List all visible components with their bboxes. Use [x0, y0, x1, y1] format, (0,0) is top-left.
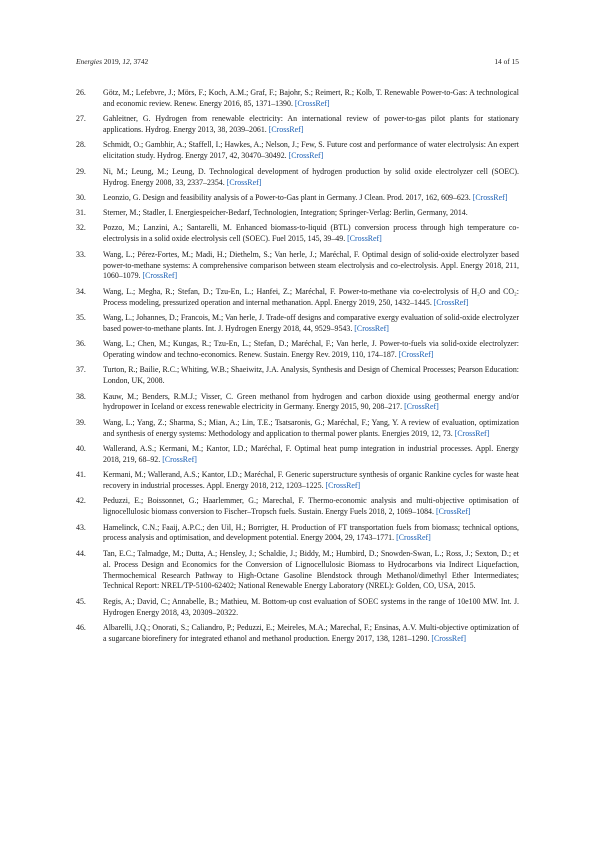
reference-text: Kermani, M.; Wallerand, A.S.; Kantor, I.D.; Maréchal, F. Generic superstructure synthesis of organic Rankine cycles for waste heat recovery in industrial processes. Appl. Energy 2018, 212, 1203–1225. [103, 470, 519, 491]
crossref-link[interactable]: [CrossRef] [347, 234, 382, 244]
reference-item [76, 549, 519, 593]
reference-text: Ni, M.; Leung, M.; Leung, D. Technological development of hydrogen production by solid oxide electrolyzer cell (SOEC). Hydrog. Energy 2008, 33, 2337–2354. [103, 166, 519, 187]
reference-item [76, 339, 519, 361]
page-header [76, 57, 519, 69]
reference-text: Turton, R.; Bailie, R.C.; Whiting, W.B.; Shaeiwitz, J.A. Analysis, Synthesis and Design of Chemical Processes; Pearson Education: London, UK, 2008. [103, 365, 519, 386]
reference-number: 45. [76, 596, 86, 606]
crossref-link[interactable]: [CrossRef] [226, 177, 262, 187]
reference-item [76, 140, 519, 162]
reference-item [76, 392, 519, 414]
journal-year: 2019 [103, 57, 119, 66]
journal-name: Energies [76, 57, 102, 66]
reference-text: Pozzo, M.; Lanzini, A.; Santarelli, M. Enhanced biomass-to-liquid (BTL) conversion process through high temperature co-electrolysis in a solid oxide electrolysis cell (SOEC). Fuel 2015, 145, 39–49. [103, 223, 519, 244]
reference-item [76, 623, 519, 645]
reference-item [76, 250, 519, 283]
reference-item [76, 470, 519, 492]
crossref-link[interactable]: [CrossRef] [404, 402, 439, 412]
reference-number: 42. [76, 496, 86, 506]
reference-item [76, 114, 519, 136]
crossref-link[interactable]: [CrossRef] [472, 192, 508, 202]
crossref-link[interactable]: [CrossRef] [454, 428, 490, 438]
reference-number: 43. [76, 522, 86, 532]
crossref-link[interactable]: [CrossRef] [433, 297, 469, 307]
crossref-link[interactable]: [CrossRef] [398, 350, 434, 360]
reference-item [76, 444, 519, 466]
reference-number: 46. [76, 622, 86, 632]
crossref-link[interactable]: [CrossRef] [294, 98, 330, 108]
crossref-link[interactable]: [CrossRef] [435, 507, 471, 517]
reference-list [76, 88, 519, 649]
reference-number: 38. [76, 391, 86, 401]
reference-number: 28. [76, 140, 86, 150]
reference-text: Götz, M.; Lefebvre, J.; Mörs, F.; Koch, A.M.; Graf, F.; Bajohr, S.; Reimert, R.; Kolb, T. Renewable Power-to-Gas: A technological and economic review. Renew. Energy 2016, 85, 1371–1390. [103, 88, 519, 108]
reference-number: 40. [76, 443, 86, 453]
crossref-link[interactable]: [CrossRef] [288, 151, 324, 161]
reference-number: 41. [76, 470, 86, 480]
reference-text: Kauw, M.; Benders, R.M.J.; Visser, C. Green methanol from hydrogen and carbon dioxide using geothermal energy and/or hydropower in Iceland or excess renewable electricity in Germany. Energy 2015, 90, 208–217. [103, 391, 519, 412]
reference-item [76, 523, 519, 545]
crossref-link[interactable]: [CrossRef] [431, 633, 466, 643]
article-number: 3742 [133, 57, 149, 66]
crossref-link[interactable]: [CrossRef] [354, 323, 389, 333]
reference-item [76, 223, 519, 245]
reference-text: Tan, E.C.; Talmadge, M.; Dutta, A.; Hensley, J.; Schaldie, J.; Biddy, M.; Humbird, D.; Snowden-Swan, L.; Ross, J.; Sexton, D.; et al. Process Design and Economics for the Conversion of Lignocellulosic Biomass to Hydrocarbons via Indirect Liquefaction, Thermochemical Research Pathway to High-Octane Gasoline Blendstock through Methanol/dimethyl Ether Intermediates; Technical Report: NREL/TP-5100-62402; National Renewable Energy Laboratory (NREL): Golden, CO, USA, 2015. [103, 548, 519, 591]
reference-number: 35. [76, 312, 86, 322]
reference-text: Wang, L.; Megha, R.; Stefan, D.; Tzu-En, L.; Hanfei, Z.; Maréchal, F. Power-to-methane via co-electrolysis of H₂O and CO₂: Process modeling, pressurized operation and internal methanation. Appl. Energy 2019, 250, 1432–1445. [103, 286, 519, 307]
reference-item [76, 287, 519, 309]
reference-text: Sterner, M.; Stadler, I. Energiespeicher-Bedarf, Technologien, Integration; Springer-Verlag: Berlin, Germany, 2014. [103, 208, 468, 218]
crossref-link[interactable]: [CrossRef] [396, 533, 431, 543]
journal-citation: Energies 2019, 12, 3742 [76, 57, 149, 66]
reference-text: Leonzio, G. Design and feasibility analysis of a Power-to-Gas plant in Germany. J Clean. Prod. 2017, 162, 609–623. [103, 192, 471, 202]
crossref-link[interactable]: [CrossRef] [325, 481, 361, 491]
reference-number: 30. [76, 192, 86, 202]
reference-number: 36. [76, 339, 86, 349]
reference-number: 31. [76, 208, 86, 218]
reference-text: Gahleitner, G. Hydrogen from renewable electricity: An international review of power-to-gas pilot plants for stationary applications. Hydrog. Energy 2013, 38, 2039–2061. [103, 114, 519, 135]
reference-number: 29. [76, 166, 86, 176]
reference-item [76, 365, 519, 387]
reference-number: 32. [76, 223, 86, 233]
reference-text: Albarelli, J.Q.; Onorati, S.; Caliandro, P.; Peduzzi, E.; Meireles, M.A.; Marechal, F.; Ensinas, A.V. Multi-objective optimization of a sugarcane biorefinery for integrated ethanol and methanol production. Energy 2017, 138, 1281–1290. [103, 622, 519, 643]
reference-item [76, 496, 519, 518]
reference-item [76, 597, 519, 619]
reference-text: Schmidt, O.; Gambhir, A.; Staffell, I.; Hawkes, A.; Nelson, J.; Few, S. Future cost and performance of water electrolysis: An expert elicitation study. Hydrog. Energy 2017, 42, 30470–30492. [103, 140, 519, 161]
reference-text: Regis, A.; David, C.; Annabelle, B.; Mathieu, M. Bottom-up cost evaluation of SOEC systems in the range of 10e100 MW. Int. J. Hydrogen Energy 2018, 43, 20309–20322. [103, 596, 519, 617]
reference-item [76, 167, 519, 189]
reference-item [76, 88, 519, 110]
reference-text: Wang, L.; Yang, Z.; Sharma, S.; Mian, A.; Lin, T.E.; Tsatsaronis, G.; Maréchal, F.; Yang, Y. A review of evaluation, optimization and synthesis of energy systems: Methodology and application to thermal power plants. Energies 2019, 12, 73. [103, 417, 519, 438]
journal-volume: 12 [122, 57, 130, 66]
crossref-link[interactable]: [CrossRef] [162, 454, 197, 464]
reference-text: Wallerand, A.S.; Kermani, M.; Kantor, I.D.; Maréchal, F. Optimal heat pump integration in industrial processes. Appl. Energy 2018, 219, 68–92. [103, 443, 519, 464]
reference-number: 26. [76, 88, 86, 97]
reference-number: 27. [76, 114, 86, 124]
reference-number: 37. [76, 365, 86, 375]
reference-number: 33. [76, 249, 86, 259]
reference-text: Peduzzi, E.; Boissonnet, G.; Haarlemmer, G.; Marechal, F. Thermo-economic analysis and multi-objective optimisation of lignocellulosic biomass conversion to Fischer–Tropsch fuels. Sustain. Energy Fuels 2018, 2, 1069–1084. [103, 496, 519, 517]
reference-number: 44. [76, 548, 86, 558]
reference-number: 34. [76, 286, 86, 296]
reference-item [76, 313, 519, 335]
reference-text: Wang, L.; Johannes, D.; Francois, M.; Van herle, J. Trade-off designs and comparative exergy evaluation of solid-oxide electrolyzer based power-to-methane plants. Int. J. Hydrogen Energy 2018, 44, 9529–9543. [103, 312, 519, 333]
reference-text: Hamelinck, C.N.; Faaij, A.P.C.; den Uil, H.; Borrigter, H. Production of FT transportation fuels from biomass; technical options, process analysis and optimisation, and development potential. Energy 2004, 29, 1743–1771. [103, 522, 519, 543]
reference-item [76, 208, 519, 219]
reference-text: Wang, L.; Pérez-Fortes, M.; Madi, H.; Diethelm, S.; Van herle, J.; Maréchal, F. Optimal design of solid-oxide electrolyzer based power-to-methane systems: A comprehensive comparison between steam electrolysis and co-electrolysis. Appl. Energy 2018, 211, 1060–1079. [103, 249, 519, 281]
page-number: 14 of 15 [494, 57, 519, 66]
reference-text: Wang, L.; Chen, M.; Kungas, R.; Tzu-En, L.; Stefan, D.; Maréchal, F.; Van herle, J. Power-to-fuels via solid-oxide electrolyzer: Operating window and techno-economics. Renew. Sustain. Energy Rev. 2019, 110, 174–187. [103, 339, 519, 360]
reference-item [76, 418, 519, 440]
reference-number: 39. [76, 417, 86, 427]
crossref-link[interactable]: [CrossRef] [142, 271, 178, 281]
crossref-link[interactable]: [CrossRef] [268, 125, 304, 135]
reference-item [76, 193, 519, 204]
